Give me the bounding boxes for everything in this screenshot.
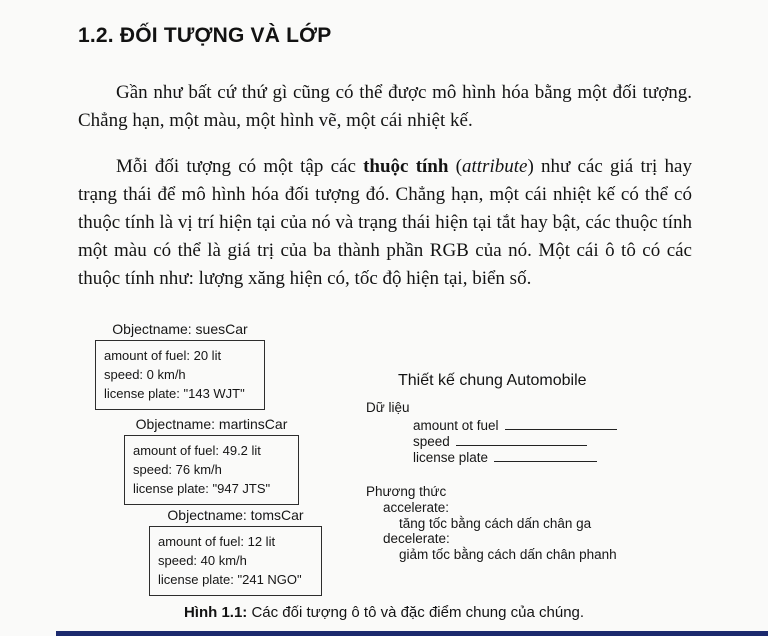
figure-caption-label: Hình 1.1: [183,604,248,621]
attribute-fuel: amount of fuel: 12 lit [158,534,276,549]
page-scan-edge [56,631,768,636]
method-accelerate: accelerate: [383,500,450,515]
field-license-plate [413,450,597,466]
class-design-title: Thiết kế chung Automobile [398,372,587,389]
section-heading: 1.2. ĐỐI TƯỢNG VÀ LỚP [78,24,332,47]
paragraph-2-text: Mỗi đối tượng có một tập các [116,156,364,177]
figure-caption-text: Các đối tượng ô tô và đặc điểm chung của chúng. [247,604,585,621]
object-name-label: Objectname: suesCar [112,321,248,337]
object-attributes-box [149,526,322,596]
attribute-fuel: amount of fuel: 20 lit [104,348,222,363]
attribute-plate: license plate: "143 WJT" [104,386,245,401]
field-amount-of-fuel [413,418,617,434]
blank-line [505,419,617,430]
blank-line [494,451,597,462]
method-accelerate-desc: tăng tốc bằng cách dấn chân ga [399,516,592,531]
object-suescar [95,321,265,410]
object-martinscar [124,416,299,505]
object-attributes-box [124,435,299,505]
data-section-heading: Dữ liệu [366,400,410,415]
attribute-plate: license plate: "947 JTS" [133,481,271,496]
object-name-label: Objectname: martinsCar [135,416,288,432]
paragraph-intro: Gần như bất cứ thứ gì cũng có thể được mô hình hóa bằng một đối tượng. Chẳng hạn, một màu, một hình vẽ, một cái nhiệt kế. [78,82,692,131]
bold-term-thuoc-tinh: thuộc tính [363,156,449,177]
attribute-speed: speed: 76 km/h [133,462,222,477]
attribute-fuel: amount of fuel: 49.2 lit [133,443,261,458]
method-decelerate-desc: giảm tốc bằng cách dấn chân phanh [399,547,617,562]
attribute-speed: speed: 40 km/h [158,553,247,568]
field-label: license plate [413,450,489,465]
blank-line [456,435,587,446]
object-tomscar [149,507,322,596]
italic-term-attribute: attribute [462,156,528,177]
method-decelerate: decelerate: [383,531,450,546]
paragraph-attributes [78,153,692,293]
field-label: speed [413,434,450,449]
paragraph-2-rest: ) như các giá trị hay trạng thái để mô hình hóa đối tượng đó. Chẳng hạn, một cái nhiệt kế có thể có thuộc tính là vị trí hiện tại của nó và trạng thái hiện tại tắt hay bật, các thuộc tính một màu có thể là giá trị của ba thành phần RGB của nó. Một cái ô tô có các thuộc tính như: lượng xăng hiện có, tốc độ hiện tại, biển số. [78,156,692,289]
object-attributes-box [95,340,265,410]
attribute-speed: speed: 0 km/h [104,367,186,382]
figure-caption [0,604,768,621]
paren-open: ( [448,156,462,177]
attribute-plate: license plate: "241 NGO" [158,572,302,587]
field-label: amount ot fuel [413,418,499,433]
methods-section-heading: Phương thức [366,484,447,499]
object-name-label: Objectname: tomsCar [167,507,304,523]
field-speed [413,434,587,450]
